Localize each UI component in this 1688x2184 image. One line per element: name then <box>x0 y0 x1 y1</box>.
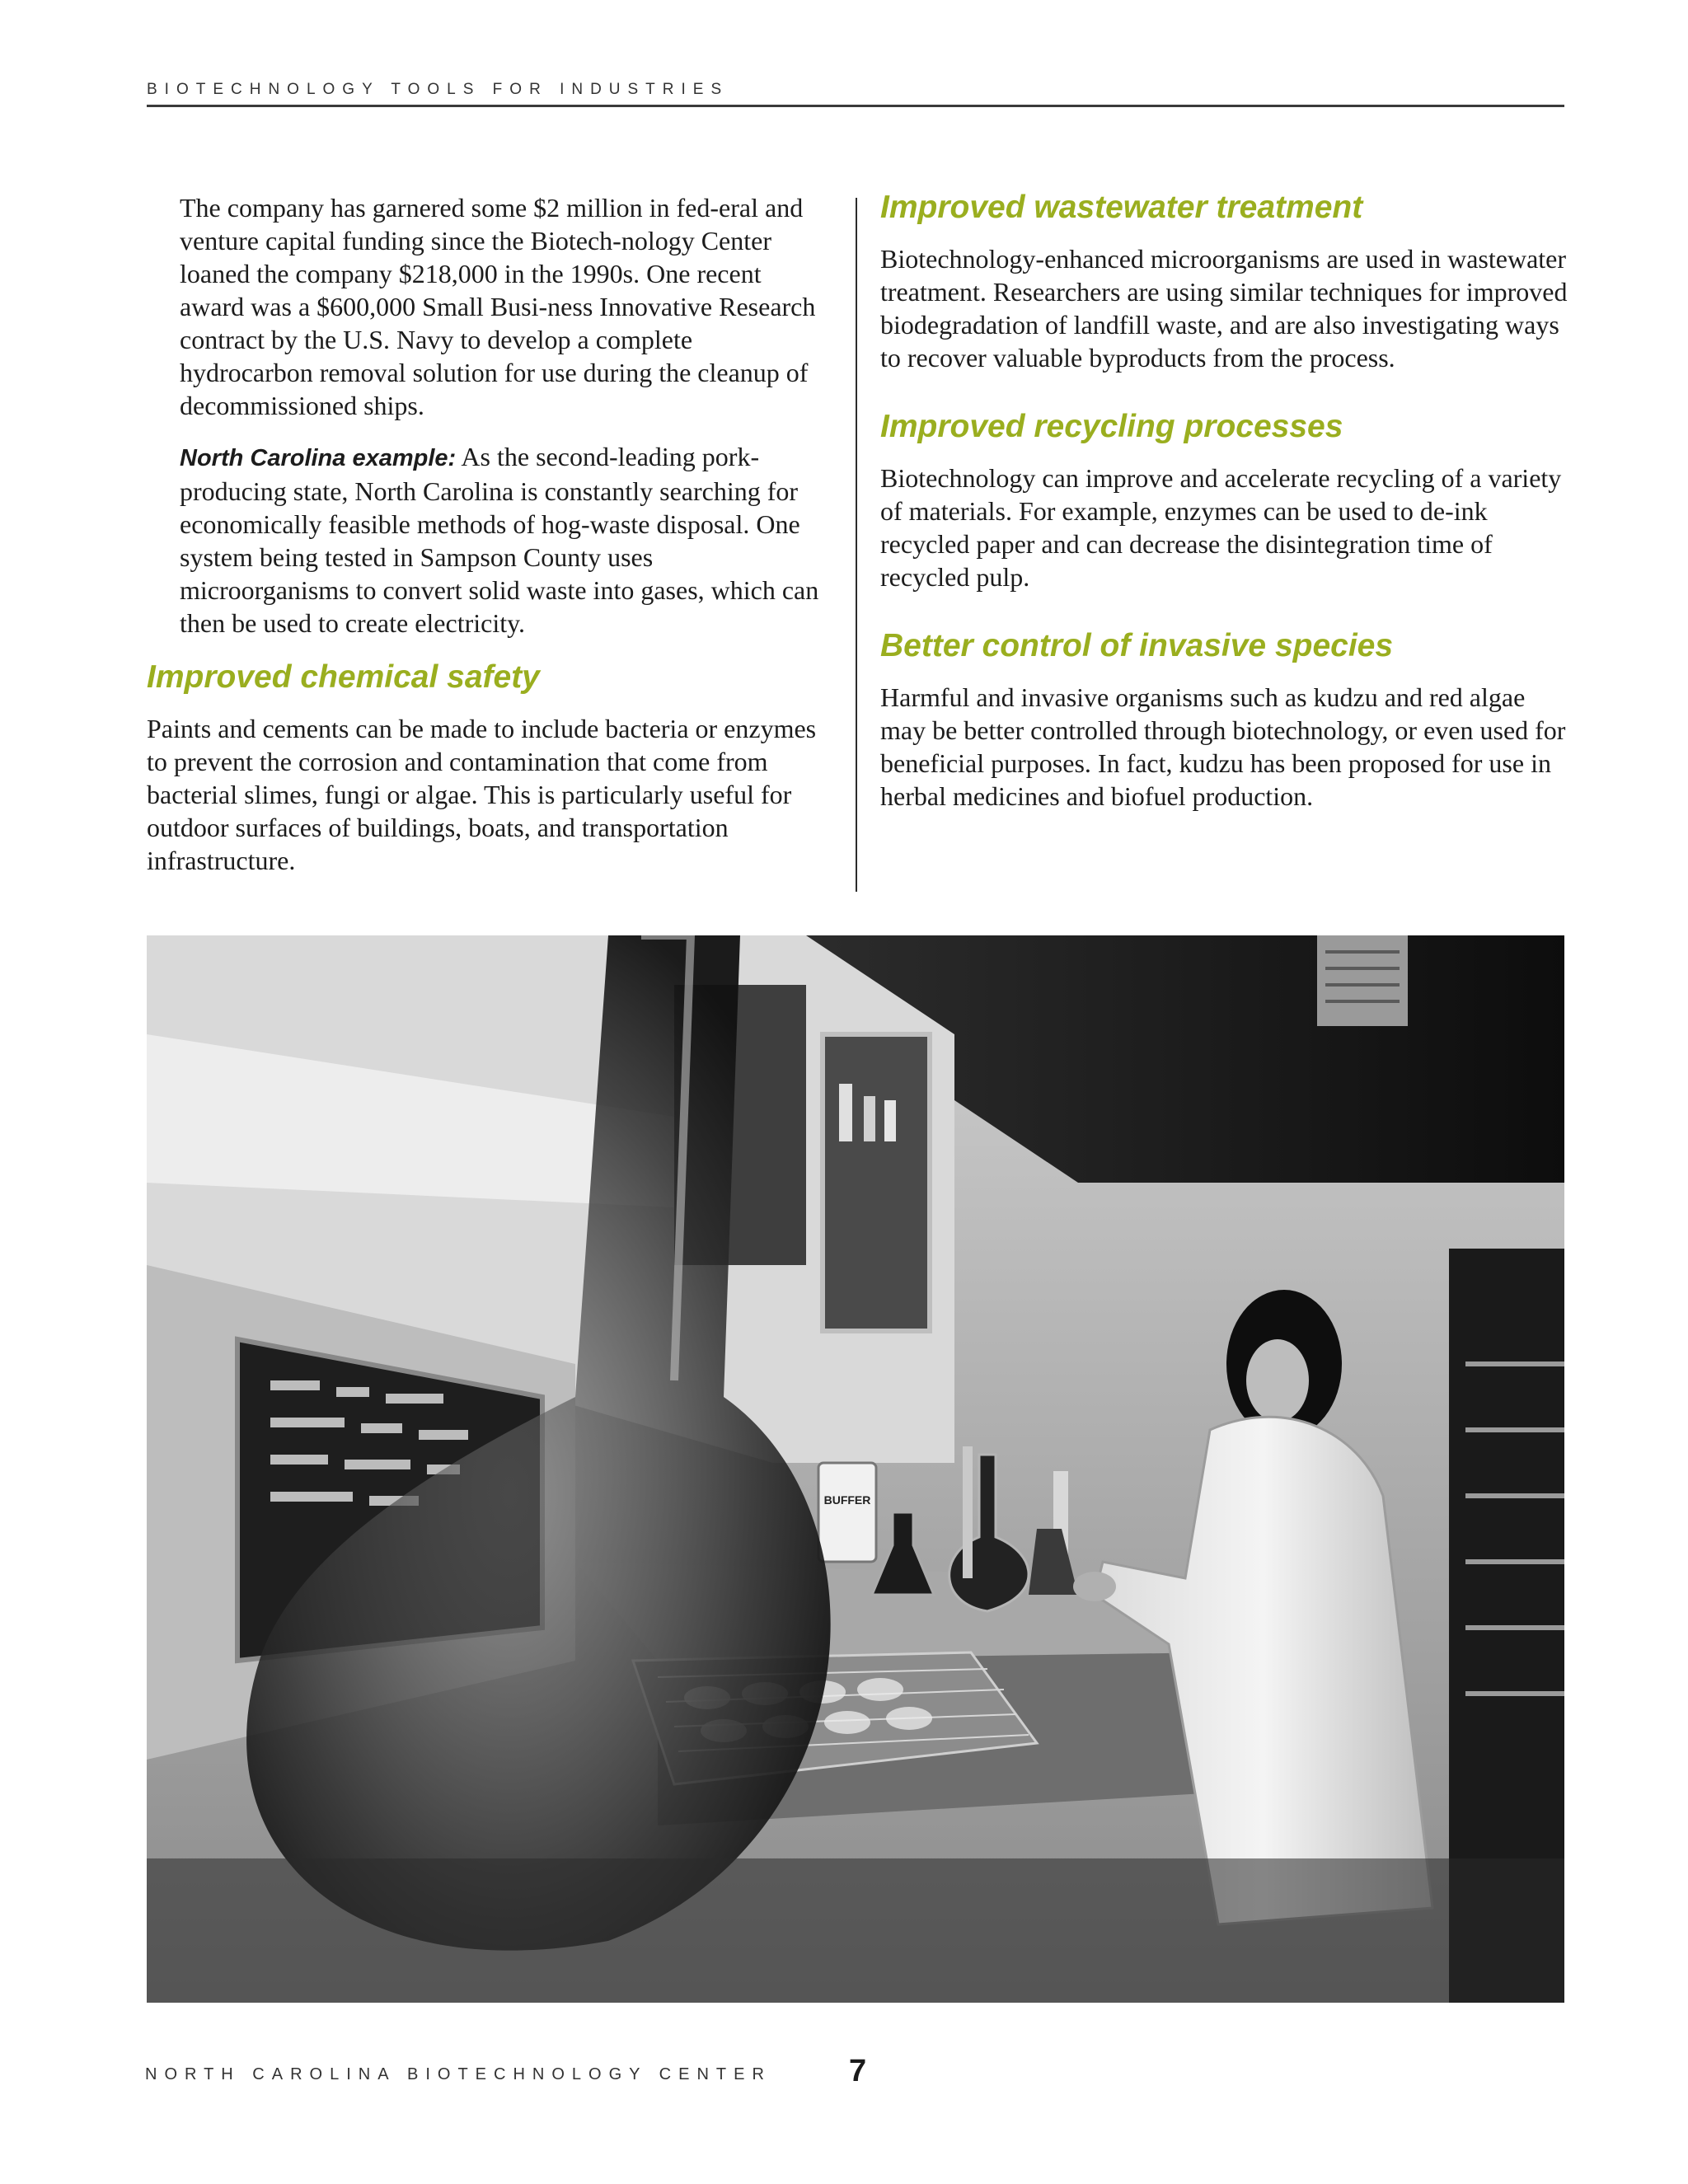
buffer-bottle-label: BUFFER <box>823 1493 871 1507</box>
recycling-heading: Improved recycling processes <box>880 409 1343 444</box>
recycling-text: Biotechnology can improve and accelerate recycling of a variety of materials. For example, enzymes can be used to de-ink recycled paper and can decrease the disintegration time of recycled pulp. <box>880 463 1562 592</box>
chemical-safety-heading: Improved chemical safety <box>147 659 540 695</box>
left-column-bottom <box>147 658 823 877</box>
right-column <box>880 188 1573 813</box>
wastewater-heading: Improved wastewater treatment <box>880 190 1363 225</box>
running-header: BIOTECHNOLOGY TOOLS FOR INDUSTRIES <box>147 81 729 98</box>
footer-organization: NORTH CAROLINA BIOTECHNOLOGY CENTER <box>145 2065 771 2083</box>
example-text: As the second-leading pork-producing state, North Carolina is constantly searching for economically feasible methods of hog-waste disposal. One system being tested in Sampson County uses microorganisms to convert solid waste into gases, which can then be used to create electricity. <box>180 442 819 638</box>
example-paragraph <box>180 440 824 640</box>
laboratory-photo <box>147 935 1564 2003</box>
funding-paragraph: The company has garnered some $2 million in fed-eral and venture capital funding since the Biotech-nology Center loaned the company $218,000 in the 1990s. One recent award was a $600,000 Small Busi-ness Innovative Research contract by the U.S. Navy to develop a complete hydrocarbon removal solution for use during the cleanup of decommissioned ships. <box>180 193 816 420</box>
column-divider <box>856 198 857 892</box>
header-rule <box>147 105 1564 107</box>
wastewater-text: Biotechnology-enhanced microorganisms are used in wastewater treatment. Researchers are using similar techniques for improved biodegradation of landfill waste, and are also investigating ways to recover valuable byproducts from the process. <box>880 244 1568 373</box>
chemical-safety-text: Paints and cements can be made to include bacteria or enzymes to prevent the corrosion and contamination that come from bacterial slimes, fungi or algae. This is particularly useful for outdoor surfaces of buildings, boats, and transportation infrastructure. <box>147 714 817 875</box>
invasive-species-heading: Better control of invasive species <box>880 628 1394 663</box>
example-label: North Carolina example: <box>180 445 457 471</box>
invasive-species-text: Harmful and invasive organisms such as kudzu and red algae may be better controlled through biotechnology, or even used for beneficial purposes. In fact, kudzu has been proposed for use in herbal medicines and biofuel production. <box>880 682 1566 811</box>
left-column-top <box>180 191 824 640</box>
page-number: 7 <box>849 2054 867 2088</box>
